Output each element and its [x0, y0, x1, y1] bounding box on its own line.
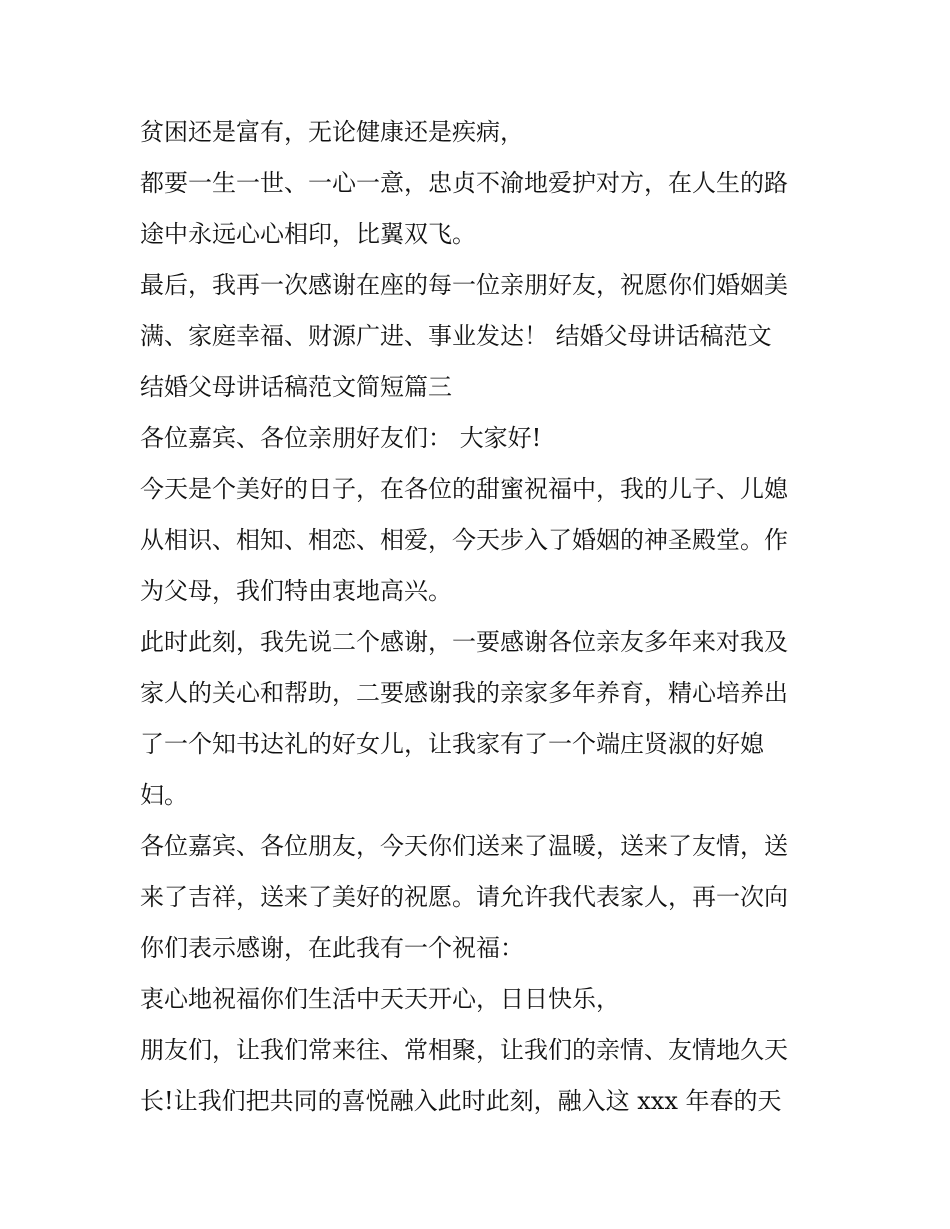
text-line: 妇。 — [140, 781, 188, 809]
text-line: 朋友们，让我们常来往、常相聚，让我们的亲情、友情地久天 — [140, 1036, 788, 1064]
text-line: 最后，我再一次感谢在座的每一位亲朋好友，祝愿你们婚姻美 — [140, 271, 788, 299]
document-body — [140, 107, 820, 1127]
text-line: 衷心地祝福你们生活中天天开心，日日快乐， — [140, 985, 620, 1013]
text-line: 今天是个美好的日子，在各位的甜蜜祝福中，我的儿子、儿媳 — [140, 475, 788, 503]
text-line: 长!让我们把共同的喜悦融入此时此刻，融入这 xxx 年春的天 — [140, 1087, 782, 1115]
text-line: 家人的关心和帮助，二要感谢我的亲家多年养育，精心培养出 — [140, 679, 788, 707]
text-line: 满、家庭幸福、财源广进、事业发达！ 结婚父母讲话稿范文 — [140, 322, 772, 350]
text-line: 途中永远心心相印，比翼双飞。 — [140, 220, 476, 248]
text-line: 为父母，我们特由衷地高兴。 — [140, 577, 452, 605]
text-line: 都要一生一世、一心一意，忠贞不渝地爱护对方，在人生的路 — [140, 169, 788, 197]
text-line: 各位嘉宾、各位朋友，今天你们送来了温暖，送来了友情，送 — [140, 832, 788, 860]
text-line: 此时此刻，我先说二个感谢，一要感谢各位亲友多年来对我及 — [140, 628, 788, 656]
text-line: 贫困还是富有，无论健康还是疾病， — [140, 118, 524, 146]
text-line: 结婚父母讲话稿范文简短篇三 — [140, 373, 452, 401]
text-line: 各位嘉宾、各位亲朋好友们： 大家好! — [140, 424, 542, 452]
text-line: 从相识、相知、相恋、相爱，今天步入了婚姻的神圣殿堂。作 — [140, 526, 788, 554]
text-line: 你们表示感谢，在此我有一个祝福： — [140, 934, 524, 962]
text-line: 了一个知书达礼的好女儿，让我家有了一个端庄贤淑的好媳 — [140, 730, 764, 758]
text-line: 来了吉祥，送来了美好的祝愿。请允许我代表家人，再一次向 — [140, 883, 788, 911]
